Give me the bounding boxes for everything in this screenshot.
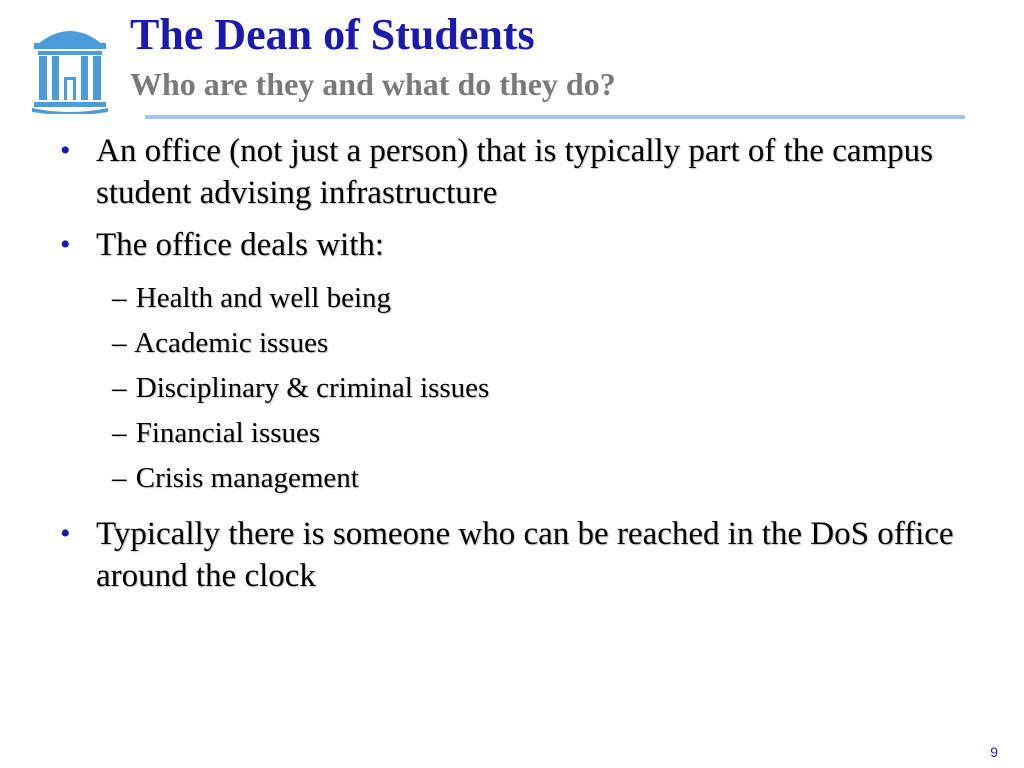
bullet-item: [60, 224, 980, 266]
bullet-item: [60, 130, 980, 214]
bullet-text: Typically there is someone who can be reached in the DoS office around the clock: [96, 516, 954, 594]
sub-bullet-text: Crisis management: [135, 462, 359, 494]
bullet-icon: •: [60, 517, 71, 550]
sub-bullet-list: [112, 276, 980, 501]
dash-icon: –: [112, 327, 127, 359]
sub-bullet-item: [112, 321, 980, 366]
bullet-item: [60, 513, 980, 597]
dash-icon: –: [112, 372, 127, 404]
dash-icon: –: [112, 282, 127, 314]
slide-body: [60, 130, 980, 607]
sub-bullet-text: Academic issues: [134, 327, 329, 359]
bullet-text: The office deals with:: [96, 227, 385, 263]
sub-bullet-item: [112, 456, 980, 501]
page-number: 9: [990, 744, 998, 760]
bullet-icon: •: [60, 228, 71, 261]
dash-icon: –: [112, 462, 127, 494]
old-well-logo-icon: [30, 22, 110, 114]
slide-title: The Dean of Students: [130, 10, 535, 59]
sub-bullet-item: [112, 366, 980, 411]
dash-icon: –: [112, 417, 127, 449]
title-divider: [145, 115, 965, 119]
sub-bullet-item: [112, 276, 980, 321]
sub-bullet-text: Disciplinary & criminal issues: [135, 372, 490, 404]
sub-bullet-item: [112, 411, 980, 456]
slide-subtitle: Who are they and what do they do?: [130, 66, 616, 102]
bullet-icon: •: [60, 134, 71, 167]
sub-bullet-text: Health and well being: [135, 282, 392, 314]
bullet-text: An office (not just a person) that is typically part of the campus student advising infrastructure: [96, 133, 934, 211]
sub-bullet-text: Financial issues: [135, 417, 321, 449]
